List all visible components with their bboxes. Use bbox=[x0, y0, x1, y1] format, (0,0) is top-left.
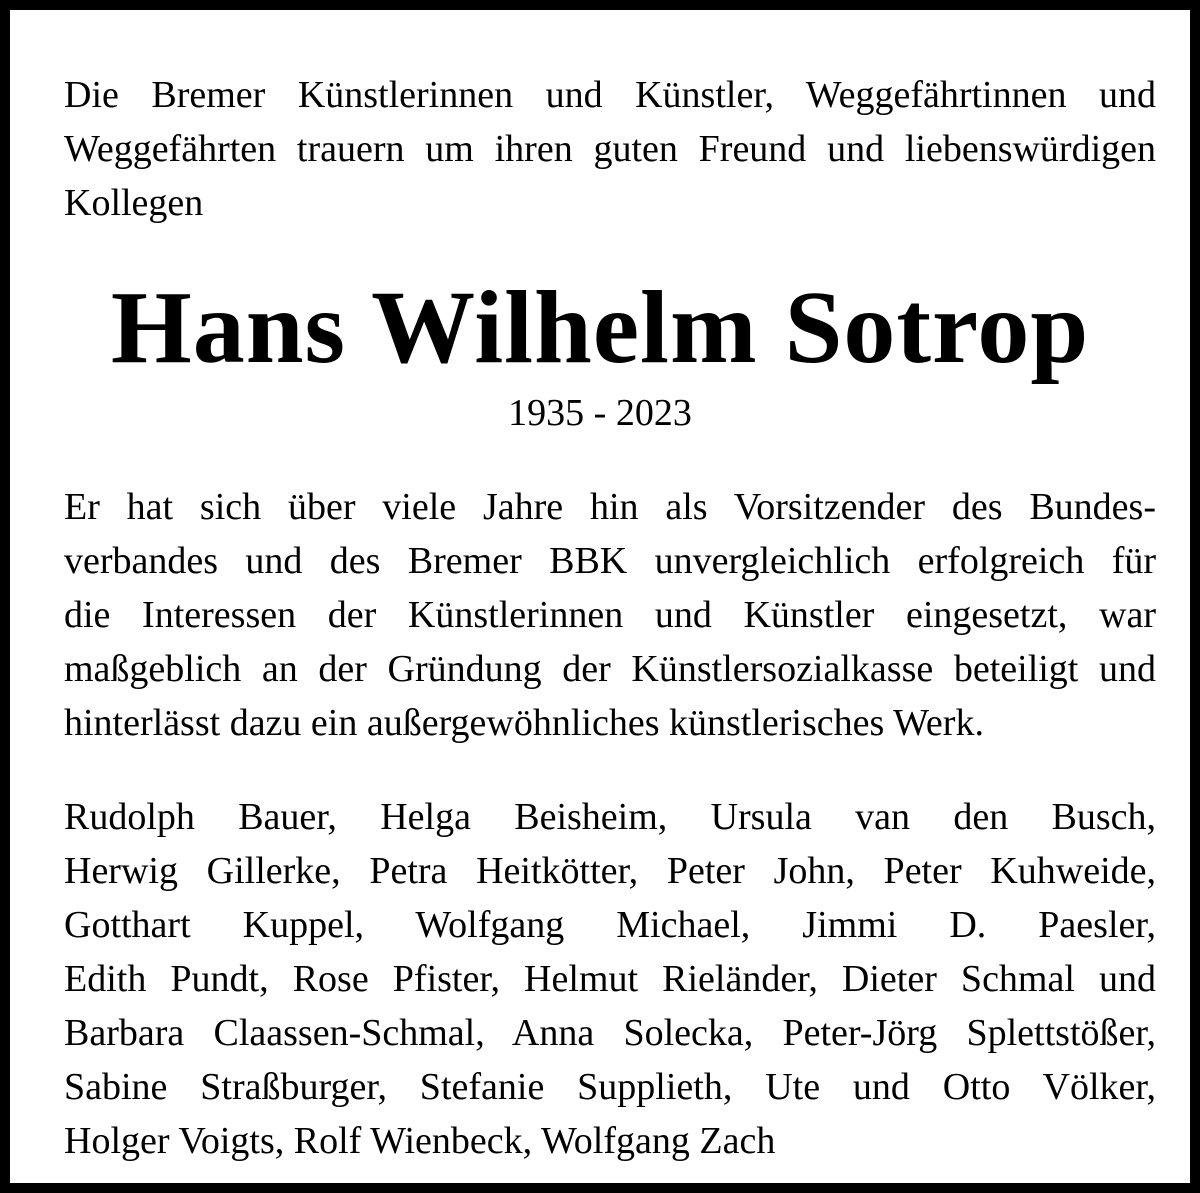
tribute-paragraph bbox=[64, 480, 1156, 750]
signers-line: Edith Pundt, Rose Pfister, Helmut Rieländer, Dieter Schmal und bbox=[64, 958, 1156, 1000]
signers-line: Holger Voigts, Rolf Wienbeck, Wolfgang Zach bbox=[64, 1120, 776, 1162]
signers-list bbox=[64, 790, 1156, 1168]
signers-line: Rudolph Bauer, Helga Beisheim, Ursula van den Busch, bbox=[64, 796, 1156, 838]
intro-paragraph bbox=[64, 68, 1156, 230]
signers-line: Gotthart Kuppel, Wolfgang Michael, Jimmi D. Paesler, bbox=[64, 904, 1156, 946]
intro-line: Die Bremer Künstlerinnen und Künstler, Weggefährtinnen und bbox=[64, 74, 1156, 116]
tribute-line: Er hat sich über viele Jahre hin als Vorsitzender des Bundes- bbox=[64, 486, 1156, 528]
signers-line: Herwig Gillerke, Petra Heitkötter, Peter John, Peter Kuhweide, bbox=[64, 850, 1156, 892]
signers-line: Barbara Claassen-Schmal, Anna Solecka, Peter-Jörg Splettstößer, bbox=[64, 1012, 1156, 1054]
deceased-name: Hans Wilhelm Sotrop bbox=[110, 270, 1090, 385]
tribute-line: die Interessen der Künstlerinnen und Künstler eingesetzt, war bbox=[64, 594, 1156, 636]
tribute-line: hinterlässt dazu ein außergewöhnliches künstlerisches Werk. bbox=[64, 702, 984, 744]
intro-line: Kollegen bbox=[64, 182, 204, 224]
signers-line: Sabine Straßburger, Stefanie Supplieth, Ute und Otto Völker, bbox=[64, 1066, 1156, 1108]
tribute-line: verbandes und des Bremer BBK unvergleichlich erfolgreich für bbox=[64, 540, 1156, 582]
life-years: 1935 - 2023 bbox=[508, 392, 692, 434]
intro-line: Weggefährten trauern um ihren guten Freund und liebenswürdigen bbox=[64, 128, 1156, 170]
tribute-line: maßgeblich an der Gründung der Künstlersozialkasse beteiligt und bbox=[64, 648, 1156, 690]
